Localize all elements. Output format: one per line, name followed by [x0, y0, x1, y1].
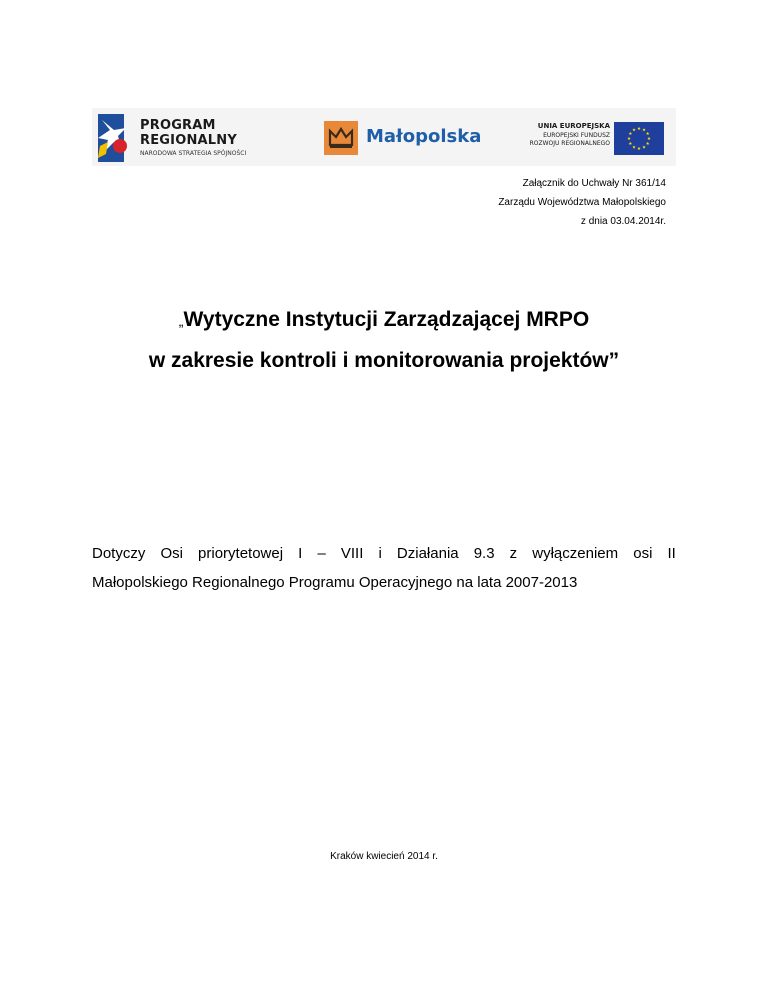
title-line1 [40, 300, 728, 341]
subject-word: – [317, 545, 326, 562]
subject-line2: Małopolskiego Regionalnego Programu Operacyjnego na lata 2007-2013 [92, 574, 578, 591]
title-line2: w zakresie kontroli i monitorowania projektów” [148, 349, 620, 372]
program-regionalny-line1: PROGRAM [140, 118, 216, 133]
eu-star-icon [647, 137, 650, 140]
eu-star-icon [646, 142, 649, 145]
eu-star-icon [632, 145, 635, 148]
eu-star-icon [642, 128, 645, 131]
program-regionalny-line2: REGIONALNY [140, 133, 237, 148]
logo-strip [92, 108, 676, 166]
title-line1-text: Wytyczne Instytucji Zarządzającej MRPO [183, 308, 590, 331]
subject-word: VIII [340, 545, 364, 562]
eu-star-icon [637, 147, 640, 150]
program-regionalny-emblem-icon [94, 112, 130, 164]
annex-line2: Zarządu Województwa Małopolskiego [498, 197, 666, 208]
subject-word: i [378, 545, 382, 562]
subject-word: II [667, 545, 676, 562]
subject-word: I [298, 545, 303, 562]
subject-word: priorytetowej [198, 545, 284, 562]
subject-word: wyłączeniem [532, 545, 619, 562]
malopolska-logo [324, 121, 504, 155]
malopolska-emblem [324, 121, 358, 155]
subject-word: osi [633, 545, 653, 562]
eu-line1: UNIA EUROPEJSKA [537, 122, 610, 130]
place-and-date: Kraków kwiecień 2014 r. [330, 851, 438, 862]
document-title [40, 300, 728, 381]
eu-line2: EUROPEJSKI FUNDUSZ [543, 132, 610, 139]
eu-line3: ROZWOJU REGIONALNEGO [529, 140, 610, 147]
subject-line1 [92, 539, 676, 568]
eu-stars-icon [614, 122, 664, 155]
program-regionalny-logo [92, 112, 267, 164]
eu-flag [614, 122, 664, 155]
annex-note [498, 174, 666, 231]
eu-star-icon [632, 128, 635, 131]
subject-word: Osi [160, 545, 183, 562]
program-regionalny-line3: NARODOWA STRATEGIA SPÓJNOŚCI [140, 150, 247, 157]
document-subject [92, 539, 676, 597]
eu-star-icon [642, 145, 645, 148]
subject-word: Dotyczy [92, 545, 146, 562]
eu-logo [512, 118, 672, 158]
subject-word: 9.3 [473, 545, 495, 562]
title-open-quote: „ [178, 313, 184, 329]
malopolska-name: Małopolska [366, 126, 482, 147]
eu-star-icon [627, 137, 630, 140]
subject-word: Działania [396, 545, 459, 562]
annex-line3: z dnia 03.04.2014r. [580, 216, 666, 227]
eu-star-icon [637, 127, 640, 130]
eu-star-icon [629, 142, 632, 145]
malopolska-crown-icon [324, 121, 358, 155]
subject-word: z [509, 545, 518, 562]
eu-star-icon [646, 132, 649, 135]
eu-star-icon [629, 132, 632, 135]
annex-line1: Załącznik do Uchwały Nr 361/14 [522, 178, 666, 189]
